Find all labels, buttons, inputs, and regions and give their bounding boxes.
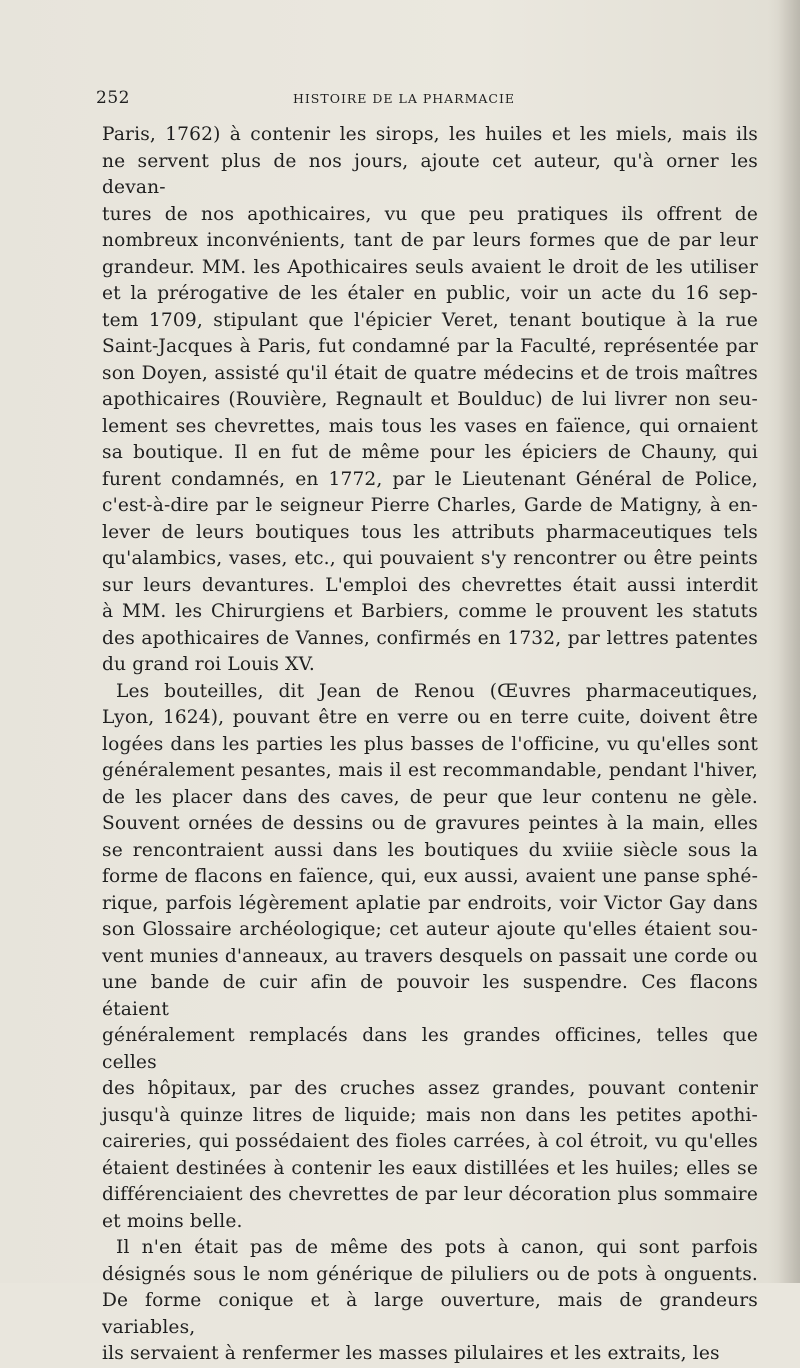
text-line: caireries, qui possédaient des fioles carrées, à col étroit, vu qu'elles — [102, 1131, 758, 1152]
text-line: différenciaient des chevrettes de par leur décoration plus sommaire — [102, 1184, 758, 1205]
text-line: Souvent ornées de dessins ou de gravures peintes à la main, elles — [102, 813, 758, 834]
text-line: désignés sous le nom générique de piluliers ou de pots à onguents. — [102, 1263, 758, 1285]
text-line: rique, parfois légèrement aplatie par endroits, voir Victor Gay dans — [102, 892, 758, 914]
text-line: forme de flacons en faïence, qui, eux aussi, avaient une panse sphé- — [102, 866, 758, 887]
text-line: et la prérogative de les étaler en public, voir un acte du 16 sep- — [102, 283, 758, 304]
text-line: vent munies d'anneaux, au travers desquels on passait une corde ou — [102, 945, 758, 967]
text-line: du grand roi Louis XV. — [102, 654, 315, 675]
text-line: sa boutique. Il en fut de même pour les épiciers de Chauny, qui — [102, 442, 758, 463]
body-text — [102, 122, 758, 1368]
text-line: de les placer dans des caves, de peur que leur contenu ne gèle. — [102, 786, 758, 808]
text-line: De forme conique et à large ouverture, mais de grandeurs variables, — [102, 1290, 758, 1338]
text-line: tures de nos apothicaires, vu que peu pratiques ils offrent de — [102, 203, 758, 225]
text-line: étaient destinées à contenir les eaux distillées et les huiles; elles se — [102, 1157, 758, 1179]
text-line: et moins belle. — [102, 1210, 243, 1232]
text-line: une bande de cuir afin de pouvoir les suspendre. Ces flacons étaient — [102, 972, 758, 1020]
text-line: logées dans les parties les plus basses de l'officine, vu qu'elles sont — [102, 733, 758, 755]
text-line: ne servent plus de nos jours, ajoute cet auteur, qu'à orner les devan- — [102, 150, 758, 198]
text-line: ils servaient à renfermer les masses pilulaires et les extraits, les — [102, 1343, 720, 1364]
text-line: c'est-à-dire par le seigneur Pierre Charles, Garde de Matigny, à en- — [102, 495, 758, 516]
text-line: généralement pesantes, mais il est recommandable, pendant l'hiver, — [102, 760, 758, 781]
text-line: son Doyen, assisté qu'il était de quatre médecins et de trois maîtres — [102, 362, 758, 384]
text-line: lement ses chevrettes, mais tous les vases en faïence, qui ornaient — [102, 415, 758, 437]
text-line: Les bouteilles, dit Jean de Renou (Œuvres pharmaceutiques, — [116, 680, 758, 702]
text-line: tem 1709, stipulant que l'épicier Veret, tenant boutique à la rue — [102, 309, 758, 331]
text-line: Paris, 1762) à contenir les sirops, les huiles et les miels, mais ils — [102, 124, 758, 145]
text-line: qu'alambics, vases, etc., qui pouvaient s'y rencontrer ou être peints — [102, 548, 758, 569]
text-line: se rencontraient aussi dans les boutiques du xviiie siècle sous la — [102, 839, 758, 861]
text-line: lever de leurs boutiques tous les attributs pharmaceutiques tels — [102, 521, 758, 543]
page-number: 252 — [96, 88, 130, 108]
running-title: HISTOIRE DE LA PHARMACIE — [292, 91, 516, 106]
text-line: à MM. les Chirurgiens et Barbiers, comme le prouvent les statuts — [102, 601, 758, 622]
text-line: Il n'en était pas de même des pots à canon, qui sont parfois — [116, 1237, 758, 1258]
text-line: grandeur. MM. les Apothicaires seuls avaient le droit de les utiliser — [102, 256, 758, 278]
text-line: sur leurs devantures. L'emploi des chevrettes était aussi interdit — [102, 574, 758, 596]
text-line: des apothicaires de Vannes, confirmés en 1732, par lettres patentes — [102, 627, 758, 649]
text-line: Lyon, 1624), pouvant être en verre ou en terre cuite, doivent être — [102, 707, 758, 728]
text-line: jusqu'à quinze litres de liquide; mais non dans les petites apothi- — [102, 1104, 758, 1126]
text-line: son Glossaire archéologique; cet auteur ajoute qu'elles étaient sou- — [102, 919, 758, 940]
text-line: des hôpitaux, par des cruches assez grandes, pouvant contenir — [102, 1078, 758, 1099]
page-header — [96, 88, 712, 112]
text-line: nombreux inconvénients, tant de par leurs formes que de par leur — [102, 230, 758, 251]
page-edge-shadow — [778, 0, 800, 1283]
text-line: apothicaires (Rouvière, Regnault et Boulduc) de lui livrer non seu- — [102, 389, 758, 410]
text-line: Saint-Jacques à Paris, fut condamné par la Faculté, représentée par — [102, 336, 758, 357]
text-line: généralement remplacés dans les grandes officines, telles que celles — [102, 1025, 758, 1073]
text-line: furent condamnés, en 1772, par le Lieutenant Général de Police, — [102, 468, 758, 490]
